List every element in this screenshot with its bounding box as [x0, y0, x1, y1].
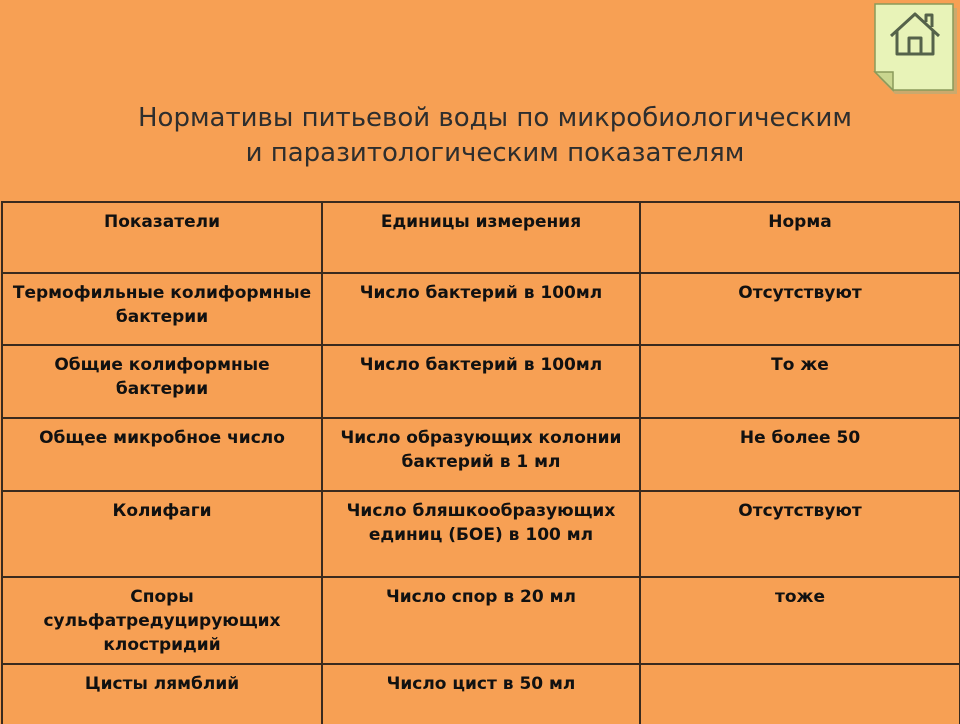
cell-units: Число бляшкообразующих единиц (БОЕ) в 100 мл [322, 491, 640, 577]
title-line-1: Нормативы питьевой воды по микробиологическим [137, 103, 852, 133]
cell-norm: Отсутствуют [640, 273, 960, 345]
cell-indicator: Цисты лямблий [2, 664, 322, 724]
cell-norm: Не более 50 [640, 418, 960, 491]
table-row [2, 345, 960, 418]
cell-units: Число цист в 50 мл [322, 664, 640, 724]
cell-norm: То же [640, 345, 960, 418]
cell-indicator: Общие колиформные бактерии [2, 345, 322, 418]
header-indicator: Показатели [2, 202, 322, 273]
header-units: Единицы измерения [322, 202, 640, 273]
page-title [60, 101, 930, 171]
cell-norm [640, 664, 960, 724]
cell-units: Число образующих колонии бактерий в 1 мл [322, 418, 640, 491]
cell-norm: тоже [640, 577, 960, 664]
table-header-row [2, 202, 960, 273]
cell-units: Число бактерий в 100мл [322, 273, 640, 345]
table-row [2, 418, 960, 491]
table-row [2, 273, 960, 345]
cell-indicator: Колифаги [2, 491, 322, 577]
cell-indicator: Общее микробное число [2, 418, 322, 491]
norms-table [1, 201, 960, 724]
title-line-2: и паразитологическим показателям [245, 138, 745, 168]
cell-norm: Отсутствуют [640, 491, 960, 577]
header-norm: Норма [640, 202, 960, 273]
cell-indicator: Термофильные колиформные бактерии [2, 273, 322, 345]
cell-indicator: Споры сульфатредуцирующих клостридий [2, 577, 322, 664]
table-row [2, 491, 960, 577]
table-row [2, 577, 960, 664]
cell-units: Число спор в 20 мл [322, 577, 640, 664]
cell-units: Число бактерий в 100мл [322, 345, 640, 418]
table-row [2, 664, 960, 724]
home-button[interactable] [873, 2, 957, 94]
home-icon [873, 2, 957, 94]
